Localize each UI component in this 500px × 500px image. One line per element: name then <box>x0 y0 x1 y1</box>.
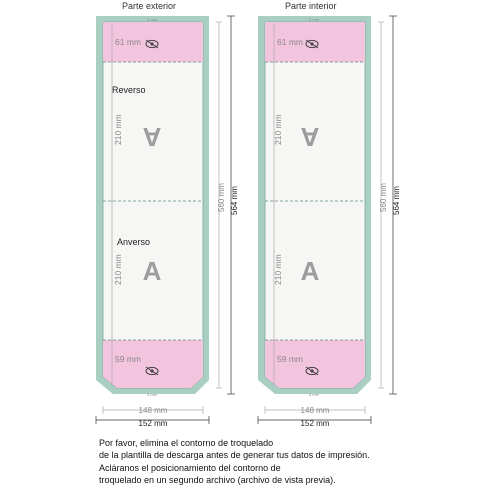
panel-interior <box>258 16 401 428</box>
top-dim-label: 61 mm <box>277 37 303 47</box>
outer-width-label: 152 mm <box>138 419 168 428</box>
top-mark-label: 3 mm <box>309 17 319 22</box>
trim-area <box>265 22 365 388</box>
inner-width-label: 148 mm <box>300 406 330 415</box>
letter-bottom: A <box>300 256 320 286</box>
panel-title-exterior: Parte exterior <box>122 1 177 11</box>
panel-title-interior: Parte interior <box>285 1 337 11</box>
section-dim-bottom: 210 mm <box>273 254 283 285</box>
outer-height-label: 564 mm <box>230 186 239 215</box>
inner-height-label: 560 mm <box>217 183 226 212</box>
section-dim-top: 210 mm <box>273 114 283 145</box>
bottom-pink-zone <box>103 340 203 388</box>
instruction-line: troquelado en un segundo archivo (archivo de vista previa). <box>99 475 336 486</box>
bottom-pink-zone <box>265 340 365 388</box>
bottom-mark-label: 3 mm <box>147 392 157 397</box>
section-label-reverso: Reverso <box>112 85 146 95</box>
panel-exterior <box>96 16 239 428</box>
inner-width-label: 148 mm <box>138 406 168 415</box>
trim-area <box>103 22 203 388</box>
bottom-mark-label: 3 mm <box>309 392 319 397</box>
letter-anverso: A <box>142 256 162 286</box>
section-dim-bottom: 210 mm <box>113 254 123 285</box>
instruction-line: Acláranos el posicionamiento del contorno de <box>99 462 281 473</box>
letter-reverso: A <box>142 122 162 152</box>
bottom-dim-label: 59 mm <box>277 354 303 364</box>
letter-top: A <box>300 122 320 152</box>
section-label-anverso: Anverso <box>117 237 151 247</box>
bottom-dim-label: 59 mm <box>115 354 141 364</box>
section-dim-top: 210 mm <box>113 114 123 145</box>
outer-height-label: 564 mm <box>392 186 401 215</box>
inner-height-label: 560 mm <box>379 183 388 212</box>
instructions-note <box>99 437 489 487</box>
outer-width-label: 152 mm <box>300 419 330 428</box>
instruction-line: de la plantilla de descarga antes de generar tus datos de impresión. <box>99 450 370 461</box>
top-mark-label: 3 mm <box>147 17 157 22</box>
instruction-line: Por favor, elimina el contorno de troquelado <box>99 438 274 448</box>
top-dim-label: 61 mm <box>115 37 141 47</box>
